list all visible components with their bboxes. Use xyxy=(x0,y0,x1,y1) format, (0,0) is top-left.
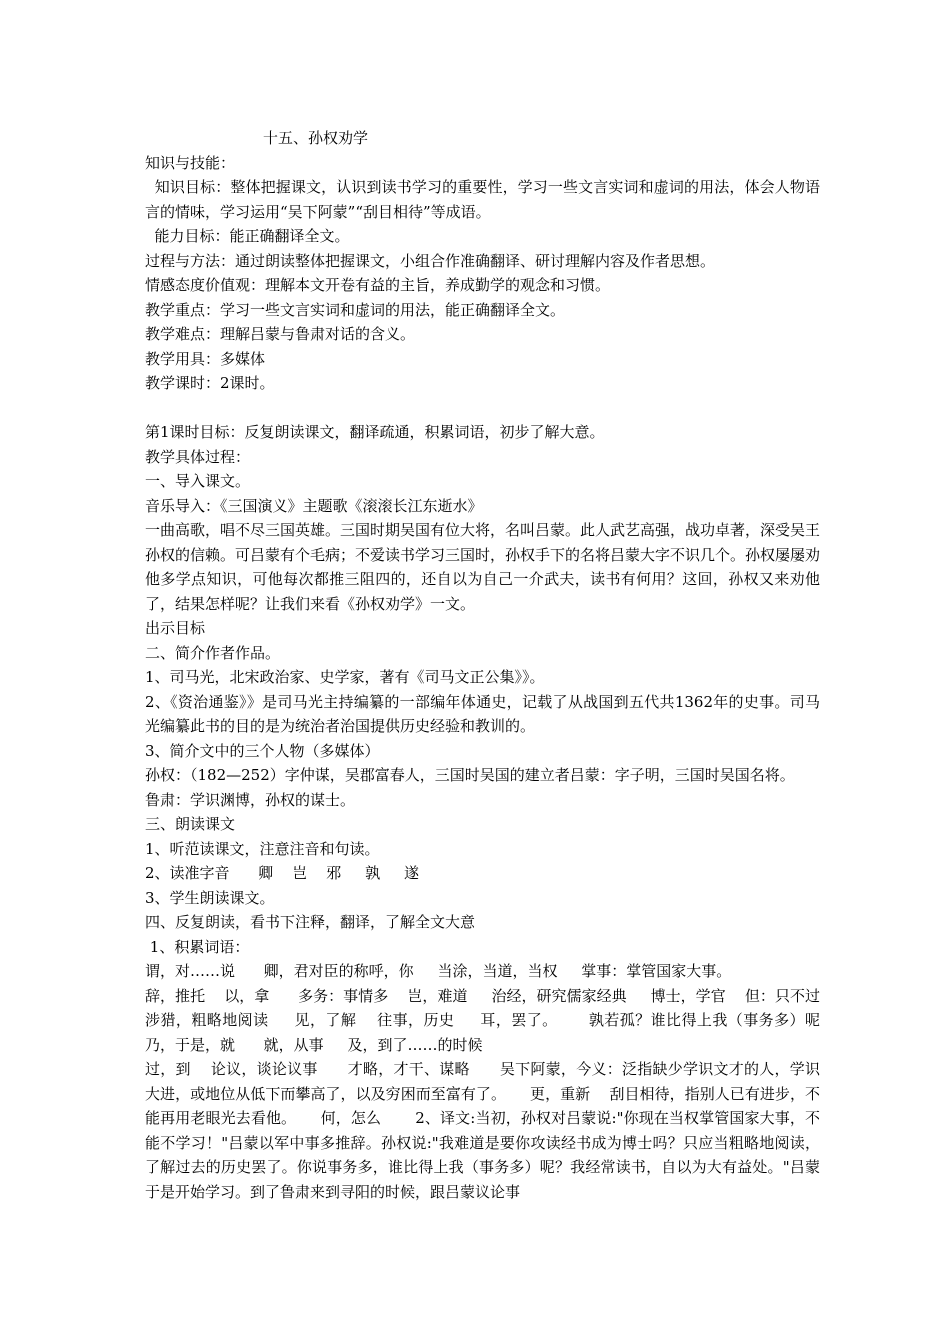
paragraph: 知识目标：整体把握课文，认识到读书学习的重要性，学习一些文言实词和虚词的用法，体会人物语言的情味，学习运用“吴下阿蒙”“刮目相待”等成语。 xyxy=(145,178,820,221)
paragraph: 能力目标：能正确翻译全文。 xyxy=(145,227,350,245)
paragraph: 教学课时：2课时。 xyxy=(145,374,275,392)
paragraph: 知识与技能： xyxy=(145,153,236,172)
paragraph: 教学难点：理解吕蒙与鲁肃对话的含义。 xyxy=(145,325,416,343)
blank-line xyxy=(145,396,820,421)
paragraph: 2、《资治通鉴》》是司马光主持编纂的一部编年体通史，记载了从战国到五代共1362年的史事。司马光编纂此书的目的是为统治者治国提供历史经验和教训的。 xyxy=(145,692,820,735)
paragraph: 一曲高歌，唱不尽三国英雄。三国时期吴国有位大将，名叫吕蒙。此人武艺高强，战功卓著，深受吴王孙权的信赖。可吕蒙有个毛病；不爱读书学习三国时，孙权手下的名将吕蒙大字不识几个。孙权屡屡劝他多学点知识，可他每次都推三阻四的，还自以为自己一介武夫，读书有何用？这回，孙权又来劝他了，结果怎样呢？让我们来看《孙权劝学》一文。 xyxy=(145,521,821,613)
paragraph: 2、读准字音 卿 岂 邪 孰 遂 xyxy=(145,864,419,882)
paragraph: 过，到 论议，谈论议事 才略，才干、谋略 吴下阿蒙，今义：泛指缺少学识文才的人，学识大进，或地位从低下而攀高了，以及穷困而至富有了。 更，重新 刮目相待，指别人已有进步，不能再用老眼光去看他。 何，怎么 2、译文:当初，孙权对吕蒙说:"你现在当权掌管国家大事，不能不学习！"吕蒙以军中事多推辞。孙权说:"我难道是要你攻读经书成为博士吗？只应当粗略地阅读，了解过去的历史罢了。你说事务多，谁比得上我（事务多）呢？我经常读书，自以为大有益处。"吕蒙于是开始学习。到了鲁肃来到寻阳的时候，跟吕蒙议论事 xyxy=(145,1060,820,1201)
paragraph: 音乐导入：《三国演义》主题歌《滚滚长江东逝水》 xyxy=(145,496,483,515)
paragraph: 3、简介文中的三个人物（多媒体） xyxy=(145,741,380,760)
paragraph: 出示目标 xyxy=(145,619,206,637)
paragraph: 三、朗读课文 xyxy=(145,815,236,833)
paragraph: 四、反复朗读，看书下注释，翻译，了解全文大意 xyxy=(145,913,476,931)
paragraph: 二、简介作者作品。 xyxy=(145,643,281,662)
paragraph: 1、司马光，北宋政治家、史学家，著有《司马文正公集》》。 xyxy=(145,668,545,686)
paragraph: 3、学生朗读课文。 xyxy=(145,888,275,907)
paragraph: 过程与方法：通过朗读整体把握课文，小组合作准确翻译、研讨理解内容及作者思想。 xyxy=(145,251,716,270)
paragraph: 1、听范读课文，注意注音和句读。 xyxy=(145,839,380,858)
paragraph: 情感态度价值观：理解本文开卷有益的主旨，养成勤学的观念和习惯。 xyxy=(145,276,611,294)
paragraph: 1、积累词语： xyxy=(145,937,250,956)
paragraph: 辞，推托 以，拿 多务：事情多 岂，难道 治经，研究儒家经典 博士，学官 但：只不过 涉猎，粗略地阅读 见，了解 往事，历史 耳，罢了。 孰若孤？谁比得上我（事务多）呢 乃，于是，就 就，从事 及，到了……的时候 xyxy=(145,986,844,1054)
document-page xyxy=(145,126,844,1204)
paragraph: 教学用具：多媒体 xyxy=(145,349,266,368)
document-title: 十五、孙权劝学 xyxy=(263,129,369,147)
paragraph: 教学具体过程： xyxy=(145,447,251,466)
paragraph: 教学重点：学习一些文言实词和虚词的用法，能正确翻译全文。 xyxy=(145,300,566,319)
paragraph: 鲁肃：学识渊博，孙权的谋士。 xyxy=(145,790,356,809)
paragraph: 第1课时目标：反复朗读课文，翻译疏通，积累词语，初步了解大意。 xyxy=(145,423,605,441)
paragraph: 一、导入课文。 xyxy=(145,472,251,490)
document-body xyxy=(145,151,844,1205)
paragraph: 谓，对……说 卿，君对臣的称呼，你 当涂，当道，当权 掌事：掌管国家大事。 xyxy=(145,962,732,980)
paragraph: 孙权：（182—252）字仲谋，吴郡富春人，三国时吴国的建立者吕蒙：字子明，三国时吴国名将。 xyxy=(145,766,795,784)
